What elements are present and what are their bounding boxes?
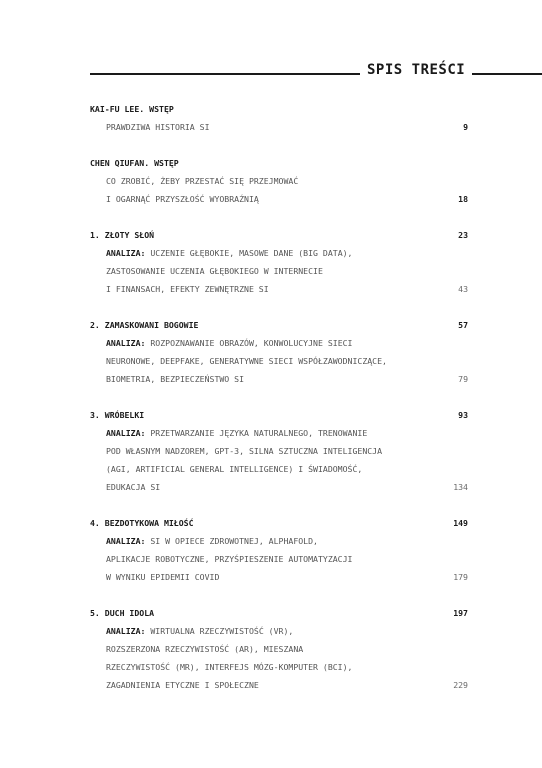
- entry-detail-page-number: 18: [458, 194, 468, 204]
- page-title: SPIS TREŚCI: [367, 62, 466, 78]
- entry-title: 3. WRÓBELKI: [90, 410, 145, 420]
- entry-title-line: [90, 316, 468, 334]
- entry-page-number: 57: [458, 320, 468, 330]
- entry-detail-text: CO ZROBIĆ, ŻEBY PRZESTAĆ SIĘ PRZEJMOWAĆ: [106, 176, 299, 186]
- entry-detail-line: [90, 280, 468, 298]
- toc-entry: [90, 604, 468, 694]
- entry-detail-line: [90, 262, 468, 280]
- entry-detail-text: ANALIZA: ROZPOZNAWANIE OBRAZÓW, KONWOLUCYJNE SIECI: [106, 338, 353, 348]
- entry-detail-page-number: 79: [458, 374, 468, 384]
- entry-detail-text: W WYNIKU EPIDEMII COVID: [106, 572, 220, 582]
- entry-detail-text: POD WŁASNYM NADZOREM, GPT-3, SILNA SZTUCZNA INTELIGENCJA: [106, 446, 383, 456]
- analysis-label: ANALIZA:: [106, 338, 151, 348]
- entry-title-line: [90, 100, 468, 118]
- entry-detail-text: RZECZYWISTOŚĆ (MR), INTERFEJS MÓZG-KOMPUTER (BCI),: [106, 662, 353, 672]
- entry-detail-line: [90, 478, 468, 496]
- toc-entry: [90, 514, 468, 586]
- entry-title-line: [90, 514, 468, 532]
- entry-title: 5. DUCH IDOLA: [90, 608, 155, 618]
- toc-entry: [90, 226, 468, 298]
- entry-page-number: 197: [453, 608, 468, 618]
- header-rule-right: [472, 73, 542, 75]
- entry-detail-line: [90, 244, 468, 262]
- entry-detail-line: [90, 334, 468, 352]
- entry-detail-line: [90, 550, 468, 568]
- entry-detail-text: ANALIZA: SI W OPIECE ZDROWOTNEJ, ALPHAFOLD,: [106, 536, 318, 546]
- entry-spacer: [90, 208, 468, 226]
- entry-title: KAI-FU LEE. WSTĘP: [90, 104, 174, 114]
- entry-spacer: [90, 136, 468, 154]
- entry-page-number: 149: [453, 518, 468, 528]
- entry-detail-text: BIOMETRIA, BEZPIECZEŃSTWO SI: [106, 374, 245, 384]
- analysis-label: ANALIZA:: [106, 536, 151, 546]
- entry-title: 2. ZAMASKOWANI BOGOWIE: [90, 320, 199, 330]
- entry-detail-page-number: 134: [453, 482, 468, 492]
- entry-detail-text: ANALIZA: WIRTUALNA RZECZYWISTOŚĆ (VR),: [106, 626, 294, 636]
- entry-detail-page-number: 9: [463, 122, 468, 132]
- entry-page-number: 93: [458, 410, 468, 420]
- entry-detail-text: ROZSZERZONA RZECZYWISTOŚĆ (AR), MIESZANA: [106, 644, 304, 654]
- entry-detail-page-number: 43: [458, 284, 468, 294]
- entry-detail-text: EDUKACJA SI: [106, 482, 161, 492]
- entry-page-number: 23: [458, 230, 468, 240]
- analysis-label: ANALIZA:: [106, 428, 151, 438]
- toc-entry: [90, 316, 468, 388]
- entry-title-line: [90, 604, 468, 622]
- entry-title-line: [90, 154, 468, 172]
- header-rule-left: [90, 73, 360, 75]
- entry-detail-line: [90, 118, 468, 136]
- entry-detail-page-number: 179: [453, 572, 468, 582]
- entry-detail-page-number: 229: [453, 680, 468, 690]
- analysis-label: ANALIZA:: [106, 626, 151, 636]
- entry-spacer: [90, 586, 468, 604]
- entry-title-line: [90, 226, 468, 244]
- entry-title: 4. BEZDOTYKOWA MIŁOŚĆ: [90, 518, 194, 528]
- entry-detail-line: [90, 190, 468, 208]
- entry-detail-text: PRAWDZIWA HISTORIA SI: [106, 122, 210, 132]
- entry-detail-line: [90, 370, 468, 388]
- toc-header: [90, 62, 542, 82]
- analysis-label: ANALIZA:: [106, 248, 151, 258]
- entry-detail-line: [90, 676, 468, 694]
- entry-detail-text: (AGI, ARTIFICIAL GENERAL INTELLIGENCE) I ŚWIADOMOŚĆ,: [106, 464, 363, 474]
- entry-title: CHEN QIUFAN. WSTĘP: [90, 158, 179, 168]
- entry-detail-line: [90, 640, 468, 658]
- entry-detail-line: [90, 568, 468, 586]
- entry-detail-line: [90, 442, 468, 460]
- entry-detail-text: APLIKACJE ROBOTYCZNE, PRZYŚPIESZENIE AUTOMATYZACJI: [106, 554, 353, 564]
- entry-detail-line: [90, 352, 468, 370]
- toc-entry: [90, 406, 468, 496]
- entry-detail-line: [90, 172, 468, 190]
- entry-detail-text: ZAGADNIENIA ETYCZNE I SPOŁECZNE: [106, 680, 259, 690]
- entry-detail-line: [90, 658, 468, 676]
- table-of-contents: [90, 100, 468, 694]
- toc-entry: [90, 154, 468, 208]
- entry-spacer: [90, 388, 468, 406]
- entry-detail-line: [90, 622, 468, 640]
- entry-spacer: [90, 298, 468, 316]
- entry-detail-line: [90, 460, 468, 478]
- entry-detail-line: [90, 532, 468, 550]
- entry-title-line: [90, 406, 468, 424]
- entry-detail-line: [90, 424, 468, 442]
- toc-entry: [90, 100, 468, 136]
- entry-detail-text: ZASTOSOWANIE UCZENIA GŁĘBOKIEGO W INTERNECIE: [106, 266, 323, 276]
- entry-spacer: [90, 496, 468, 514]
- entry-detail-text: ANALIZA: UCZENIE GŁĘBOKIE, MASOWE DANE (BIG DATA),: [106, 248, 353, 258]
- entry-detail-text: I FINANSACH, EFEKTY ZEWNĘTRZNE SI: [106, 284, 269, 294]
- entry-detail-text: I OGARNĄĆ PRZYSZŁOŚĆ WYOBRAŹNIĄ: [106, 194, 259, 204]
- entry-detail-text: ANALIZA: PRZETWARZANIE JĘZYKA NATURALNEGO, TRENOWANIE: [106, 428, 368, 438]
- entry-title: 1. ZŁOTY SŁOŃ: [90, 230, 155, 240]
- entry-detail-text: NEURONOWE, DEEPFAKE, GENERATYWNE SIECI WSPÓŁZAWODNICZĄCE,: [106, 356, 387, 366]
